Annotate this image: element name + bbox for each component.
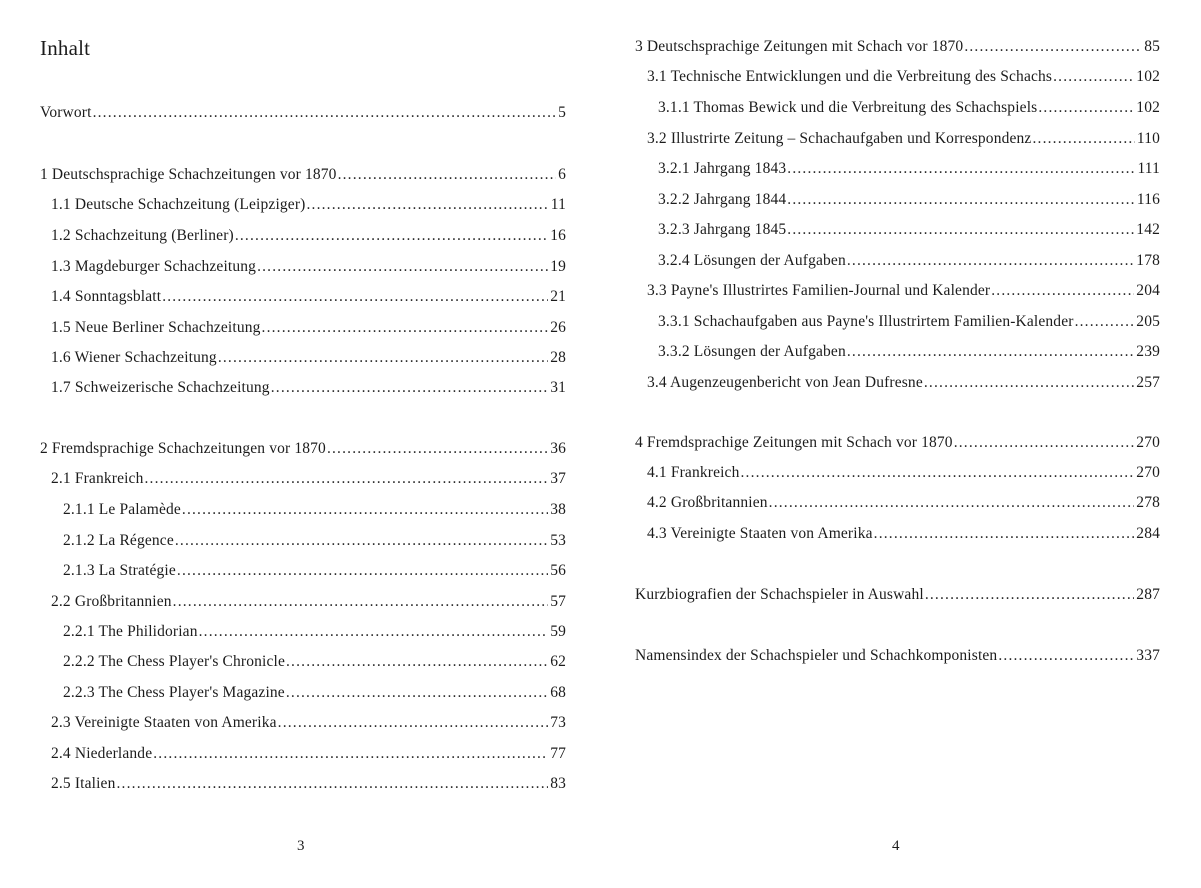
toc-entry-2-1-1[interactable] <box>63 500 566 520</box>
toc-entry-4-3[interactable] <box>647 524 1160 544</box>
toc-leader-dots <box>769 493 1135 513</box>
toc-leader-dots <box>338 165 557 185</box>
page-number: 4 <box>892 838 900 854</box>
toc-entry-title: 2.5 Italien <box>51 775 116 792</box>
toc-entry-title: 3.2.4 Lösungen der Aufgaben <box>658 252 846 269</box>
toc-entry-3-2-4[interactable] <box>658 251 1160 271</box>
toc-entry-page: 21 <box>550 288 566 305</box>
toc-entry-page: 287 <box>1136 586 1160 603</box>
toc-entry-chapter-2[interactable] <box>40 439 566 459</box>
toc-leader-dots <box>847 342 1134 362</box>
toc-entry-title: Kurzbiografien der Schachspieler in Auswahl <box>635 586 924 603</box>
toc-entry-1-3[interactable] <box>51 257 566 277</box>
toc-entry-title: 1.6 Wiener Schachzeitung <box>51 349 217 366</box>
toc-entry-page: 270 <box>1136 434 1160 451</box>
toc-entry-2-1-2[interactable] <box>63 531 566 551</box>
toc-leader-dots <box>199 622 549 642</box>
toc-entry-3-3-1[interactable] <box>658 312 1160 332</box>
toc-entry-page: 257 <box>1136 374 1160 391</box>
toc-leader-dots <box>286 652 548 672</box>
toc-entry-page: 16 <box>550 227 566 244</box>
toc-entry-page: 37 <box>550 470 566 487</box>
toc-entry-page: 26 <box>550 319 566 336</box>
toc-entry-chapter-3[interactable] <box>635 37 1160 57</box>
toc-entry-3-2-1[interactable] <box>658 159 1160 179</box>
toc-entry-page: 337 <box>1136 647 1160 664</box>
toc-entry-title: 2.1 Frankreich <box>51 470 144 487</box>
toc-entry-page: 204 <box>1136 282 1160 299</box>
toc-entry-title: 4.2 Großbritannien <box>647 494 768 511</box>
toc-leader-dots <box>847 251 1134 271</box>
toc-entry-page: 116 <box>1136 191 1160 208</box>
toc-entry-page: 28 <box>550 349 566 366</box>
toc-entry-page: 178 <box>1136 252 1160 269</box>
toc-leader-dots <box>271 378 548 398</box>
toc-entry-page: 6 <box>558 166 566 183</box>
toc-leader-dots <box>964 37 1142 57</box>
toc-entry-page: 77 <box>550 745 566 762</box>
toc-leader-dots <box>874 524 1135 544</box>
toc-entry-title: 3.2.2 Jahrgang 1844 <box>658 191 787 208</box>
toc-entry-1-6[interactable] <box>51 348 566 368</box>
right-page <box>600 0 1201 888</box>
toc-leader-dots <box>925 585 1134 605</box>
toc-entry-chapter-1[interactable] <box>40 165 566 185</box>
toc-leader-dots <box>991 281 1134 301</box>
toc-entry-page: 59 <box>550 623 566 640</box>
toc-leader-dots <box>278 713 549 733</box>
toc-entry-preface[interactable] <box>40 103 566 123</box>
toc-entry-2-3[interactable] <box>51 713 566 733</box>
toc-entry-title: 2.1.1 Le Palamède <box>63 501 181 518</box>
toc-leader-dots <box>262 318 549 338</box>
toc-leader-dots <box>145 469 549 489</box>
toc-entry-title: 3 Deutschsprachige Zeitungen mit Schach vor 1870 <box>635 38 964 55</box>
toc-entry-page: 19 <box>550 258 566 275</box>
toc-entry-title: 3.1.1 Thomas Bewick und die Verbreitung des Schachspiels <box>658 99 1038 116</box>
toc-entry-4-2[interactable] <box>647 493 1160 513</box>
toc-entry-name-index[interactable] <box>635 646 1160 666</box>
toc-leader-dots <box>153 744 548 764</box>
toc-entry-2-2-3[interactable] <box>63 683 566 703</box>
toc-entry-title: 2.2 Großbritannien <box>51 593 172 610</box>
toc-entry-2-2[interactable] <box>51 592 566 612</box>
toc-entry-page: 57 <box>550 593 566 610</box>
toc-leader-dots <box>93 103 557 123</box>
toc-entry-title: 2.2.1 The Philidorian <box>63 623 198 640</box>
toc-entry-2-2-1[interactable] <box>63 622 566 642</box>
toc-leader-dots <box>787 220 1134 240</box>
toc-leader-dots <box>787 190 1135 210</box>
toc-leader-dots <box>286 683 548 703</box>
toc-entry-2-2-2[interactable] <box>63 652 566 672</box>
toc-heading: Inhalt <box>40 36 91 60</box>
toc-entry-title: 2 Fremdsprachige Schachzeitungen vor 1870 <box>40 440 326 457</box>
toc-entry-title: Vorwort <box>40 104 92 121</box>
toc-leader-dots <box>257 257 548 277</box>
toc-leader-dots <box>175 531 548 551</box>
toc-entry-title: 1.2 Schachzeitung (Berliner) <box>51 227 234 244</box>
toc-entry-title: 3.3.2 Lösungen der Aufgaben <box>658 343 846 360</box>
toc-entry-title: 3.3.1 Schachaufgaben aus Payne's Illustrirtem Familien-Kalender <box>658 313 1074 330</box>
toc-leader-dots <box>1053 67 1134 87</box>
toc-leader-dots <box>182 500 548 520</box>
toc-leader-dots <box>173 592 549 612</box>
toc-entry-title: 3.2.1 Jahrgang 1843 <box>658 160 787 177</box>
toc-entry-title: 4.1 Frankreich <box>647 464 740 481</box>
toc-leader-dots <box>306 195 548 215</box>
toc-entry-title: 1.4 Sonntagsblatt <box>51 288 162 305</box>
toc-entry-2-1-3[interactable] <box>63 561 566 581</box>
left-page <box>0 0 600 888</box>
toc-entry-title: 2.2.2 The Chess Player's Chronicle <box>63 653 285 670</box>
toc-entry-2-5[interactable] <box>51 774 566 794</box>
toc-entry-page: 85 <box>1144 38 1160 55</box>
toc-entry-page: 102 <box>1136 68 1160 85</box>
toc-leader-dots <box>741 463 1135 483</box>
toc-entry-title: 4 Fremdsprachige Zeitungen mit Schach vor 1870 <box>635 434 953 451</box>
toc-entry-page: 68 <box>550 684 566 701</box>
toc-entry-3-2-2[interactable] <box>658 190 1160 210</box>
toc-leader-dots <box>327 439 548 459</box>
toc-entry-title: 1 Deutschsprachige Schachzeitungen vor 1870 <box>40 166 337 183</box>
toc-leader-dots <box>218 348 548 368</box>
toc-entry-4-1[interactable] <box>647 463 1160 483</box>
toc-entry-title: 3.4 Augenzeugenbericht von Jean Dufresne <box>647 374 923 391</box>
toc-entry-title: 1.3 Magdeburger Schachzeitung <box>51 258 257 275</box>
toc-entry-1-4[interactable] <box>51 287 566 307</box>
toc-entry-page: 110 <box>1136 130 1160 147</box>
toc-leader-dots <box>1038 98 1134 118</box>
toc-entry-3-3-2[interactable] <box>658 342 1160 362</box>
toc-entry-page: 36 <box>550 440 566 457</box>
toc-leader-dots <box>954 433 1135 453</box>
toc-entry-title: 1.7 Schweizerische Schachzeitung <box>51 379 270 396</box>
toc-entry-title: 3.1 Technische Entwicklungen und die Verbreitung des Schachs <box>647 68 1053 85</box>
toc-leader-dots <box>1075 312 1135 332</box>
page-number: 3 <box>297 838 305 854</box>
toc-entry-3-3[interactable] <box>647 281 1160 301</box>
toc-entry-title: 3.2 Illustrirte Zeitung – Schachaufgaben und Korrespondenz <box>647 130 1032 147</box>
toc-entry-3-2-3[interactable] <box>658 220 1160 240</box>
toc-entry-title: 4.3 Vereinigte Staaten von Amerika <box>647 525 873 542</box>
toc-entry-page: 11 <box>550 196 566 213</box>
toc-entry-title: 2.3 Vereinigte Staaten von Amerika <box>51 714 277 731</box>
toc-entry-2-4[interactable] <box>51 744 566 764</box>
toc-entry-2-1[interactable] <box>51 469 566 489</box>
toc-leader-dots <box>998 646 1134 666</box>
toc-entry-title: 3.2.3 Jahrgang 1845 <box>658 221 787 238</box>
toc-entry-biographies[interactable] <box>635 585 1160 605</box>
toc-entry-title: 2.2.3 The Chess Player's Magazine <box>63 684 285 701</box>
toc-entry-title: 3.3 Payne's Illustrirtes Familien-Journal und Kalender <box>647 282 991 299</box>
toc-entry-title: 2.1.3 La Stratégie <box>63 562 176 579</box>
toc-entry-page: 31 <box>550 379 566 396</box>
toc-leader-dots <box>162 287 548 307</box>
toc-entry-page: 38 <box>550 501 566 518</box>
toc-entry-page: 111 <box>1137 160 1160 177</box>
toc-entry-page: 270 <box>1136 464 1160 481</box>
toc-leader-dots <box>117 774 549 794</box>
toc-entry-page: 205 <box>1136 313 1160 330</box>
toc-entry-page: 62 <box>550 653 566 670</box>
toc-entry-1-1[interactable] <box>51 195 566 215</box>
toc-entry-page: 83 <box>550 775 566 792</box>
toc-entry-page: 278 <box>1136 494 1160 511</box>
toc-leader-dots <box>787 159 1135 179</box>
toc-entry-3-1[interactable] <box>647 67 1160 87</box>
toc-leader-dots <box>235 226 548 246</box>
toc-entry-title: 2.4 Niederlande <box>51 745 153 762</box>
toc-entry-title: 1.1 Deutsche Schachzeitung (Leipziger) <box>51 196 306 213</box>
toc-entry-3-1-1[interactable] <box>658 98 1160 118</box>
toc-entry-page: 142 <box>1136 221 1160 238</box>
toc-entry-title: Namensindex der Schachspieler und Schachkomponisten <box>635 647 998 664</box>
toc-entry-page: 102 <box>1136 99 1160 116</box>
toc-entry-title: 2.1.2 La Régence <box>63 532 174 549</box>
toc-entry-chapter-4[interactable] <box>635 433 1160 453</box>
toc-leader-dots <box>924 373 1134 393</box>
toc-entry-1-7[interactable] <box>51 378 566 398</box>
toc-entry-1-5[interactable] <box>51 318 566 338</box>
toc-entry-page: 284 <box>1136 525 1160 542</box>
toc-entry-3-2[interactable] <box>647 129 1160 149</box>
toc-entry-title: 1.5 Neue Berliner Schachzeitung <box>51 319 261 336</box>
toc-entry-1-2[interactable] <box>51 226 566 246</box>
toc-entry-page: 56 <box>550 562 566 579</box>
toc-entry-3-4[interactable] <box>647 373 1160 393</box>
toc-leader-dots <box>177 561 548 581</box>
toc-entry-page: 53 <box>550 532 566 549</box>
toc-entry-page: 239 <box>1136 343 1160 360</box>
toc-entry-page: 73 <box>550 714 566 731</box>
toc-leader-dots <box>1032 129 1134 149</box>
toc-entry-page: 5 <box>558 104 566 121</box>
